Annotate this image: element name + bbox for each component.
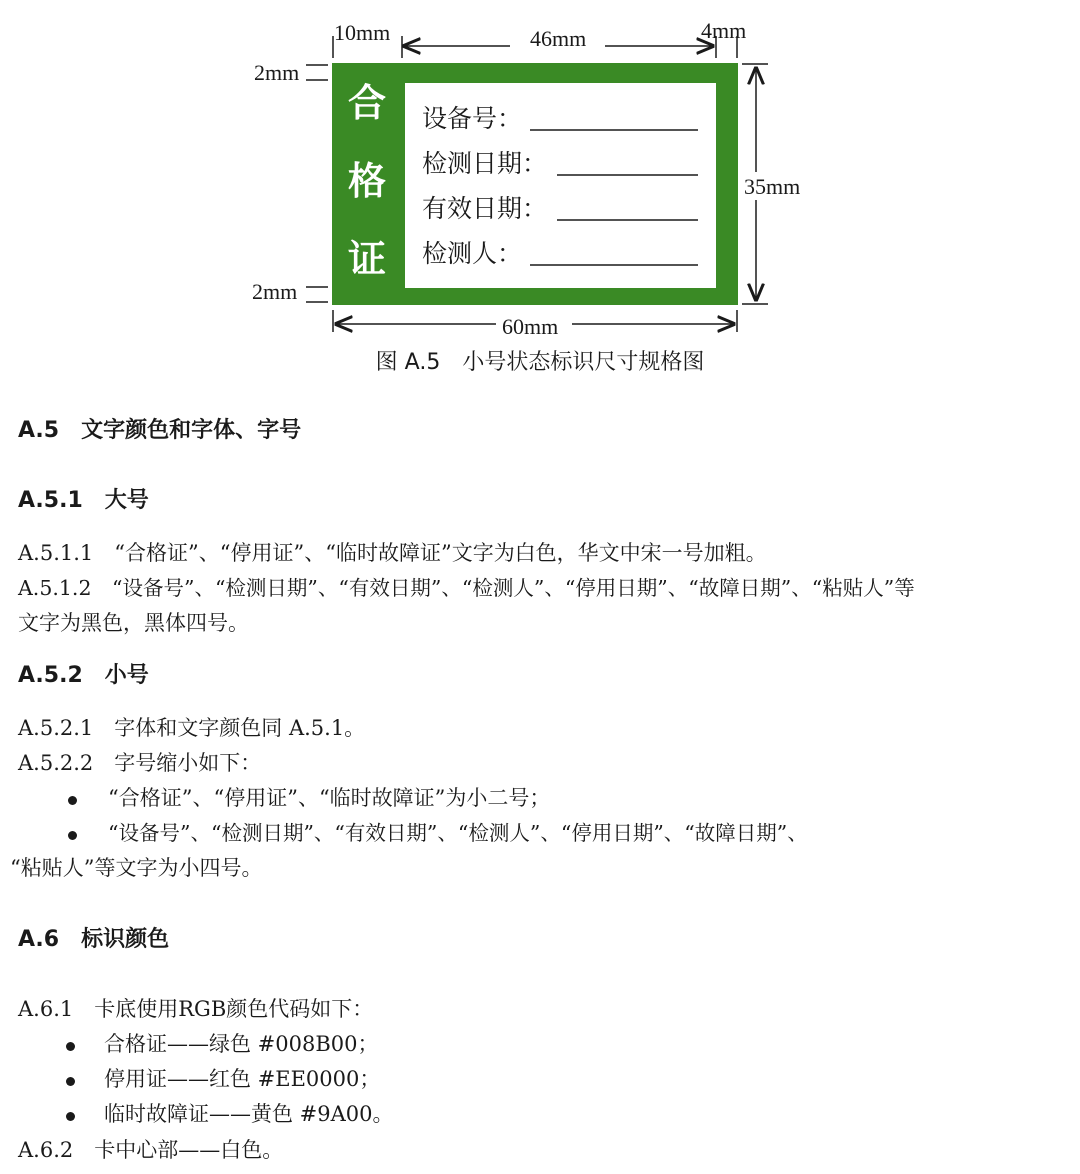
- bullet-dot: [66, 1112, 75, 1121]
- dim-label-10mm: 10mm: [334, 20, 391, 45]
- dim-label-2mm-bottom: 2mm: [252, 279, 298, 304]
- card-field-device-no: 设备号：: [422, 104, 523, 133]
- section-heading-a6: A.6 标识颜色: [18, 927, 170, 952]
- dim-label-60mm: 60mm: [502, 314, 559, 339]
- paragraph-a511: A.5.1.1 “合格证”、“停用证”、“临时故障证”文字为白色，华文中宋一号加粗。: [18, 541, 767, 565]
- list-item-cont: “粘贴人”等文字为小四号。: [10, 856, 263, 880]
- paragraph-a61: A.6.1 卡底使用RGB颜色代码如下：: [18, 997, 374, 1021]
- specification-figure: [0, 0, 1080, 390]
- dim-label-46mm: 46mm: [530, 26, 587, 51]
- list-item: “设备号”、“检测日期”、“有效日期”、“检测人”、“停用日期”、“故障日期”、: [108, 821, 808, 845]
- list-item: 临时故障证——黄色 #9A00。: [104, 1102, 394, 1126]
- list-item: 合格证——绿色 #008B00；: [104, 1032, 379, 1056]
- dim-label-35mm: 35mm: [744, 174, 801, 199]
- bullet-dot: [68, 796, 77, 805]
- dim-label-4mm: 4mm: [701, 18, 747, 43]
- bullet-dot: [66, 1077, 75, 1086]
- card-field-inspector: 检测人：: [422, 239, 523, 268]
- paragraph-a522: A.5.2.2 字号缩小如下：: [18, 751, 262, 775]
- figure-caption: 图 A.5 小号状态标识尺寸规格图: [375, 350, 705, 375]
- card-title-char: 证: [347, 237, 386, 281]
- card-field-valid-date: 有效日期：: [422, 194, 548, 223]
- list-item: 停用证——红色 #EE0000；: [104, 1067, 381, 1091]
- card-field-test-date: 检测日期：: [422, 149, 548, 178]
- dim-label-2mm-top: 2mm: [254, 60, 300, 85]
- paragraph-a521: A.5.2.1 字体和文字颜色同 A.5.1。: [18, 716, 366, 740]
- paragraph-a62: A.6.2 卡中心部——白色。: [18, 1138, 284, 1162]
- list-item: “合格证”、“停用证”、“临时故障证”为小二号；: [108, 786, 551, 810]
- paragraph-a512: A.5.1.2 “设备号”、“检测日期”、“有效日期”、“检测人”、“停用日期”、“故障日期”、“粘贴人”等: [18, 576, 915, 600]
- bullet-dot: [66, 1042, 75, 1051]
- card-title-char: 格: [347, 159, 386, 203]
- card-title-char: 合: [347, 81, 386, 125]
- section-heading-a52: A.5.2 小号: [18, 663, 149, 688]
- section-heading-a51: A.5.1 大号: [18, 488, 149, 513]
- paragraph-a512-cont: 文字为黑色，黑体四号。: [18, 611, 249, 635]
- bullet-dot: [68, 831, 77, 840]
- section-heading-a5: A.5 文字颜色和字体、字号: [18, 418, 302, 443]
